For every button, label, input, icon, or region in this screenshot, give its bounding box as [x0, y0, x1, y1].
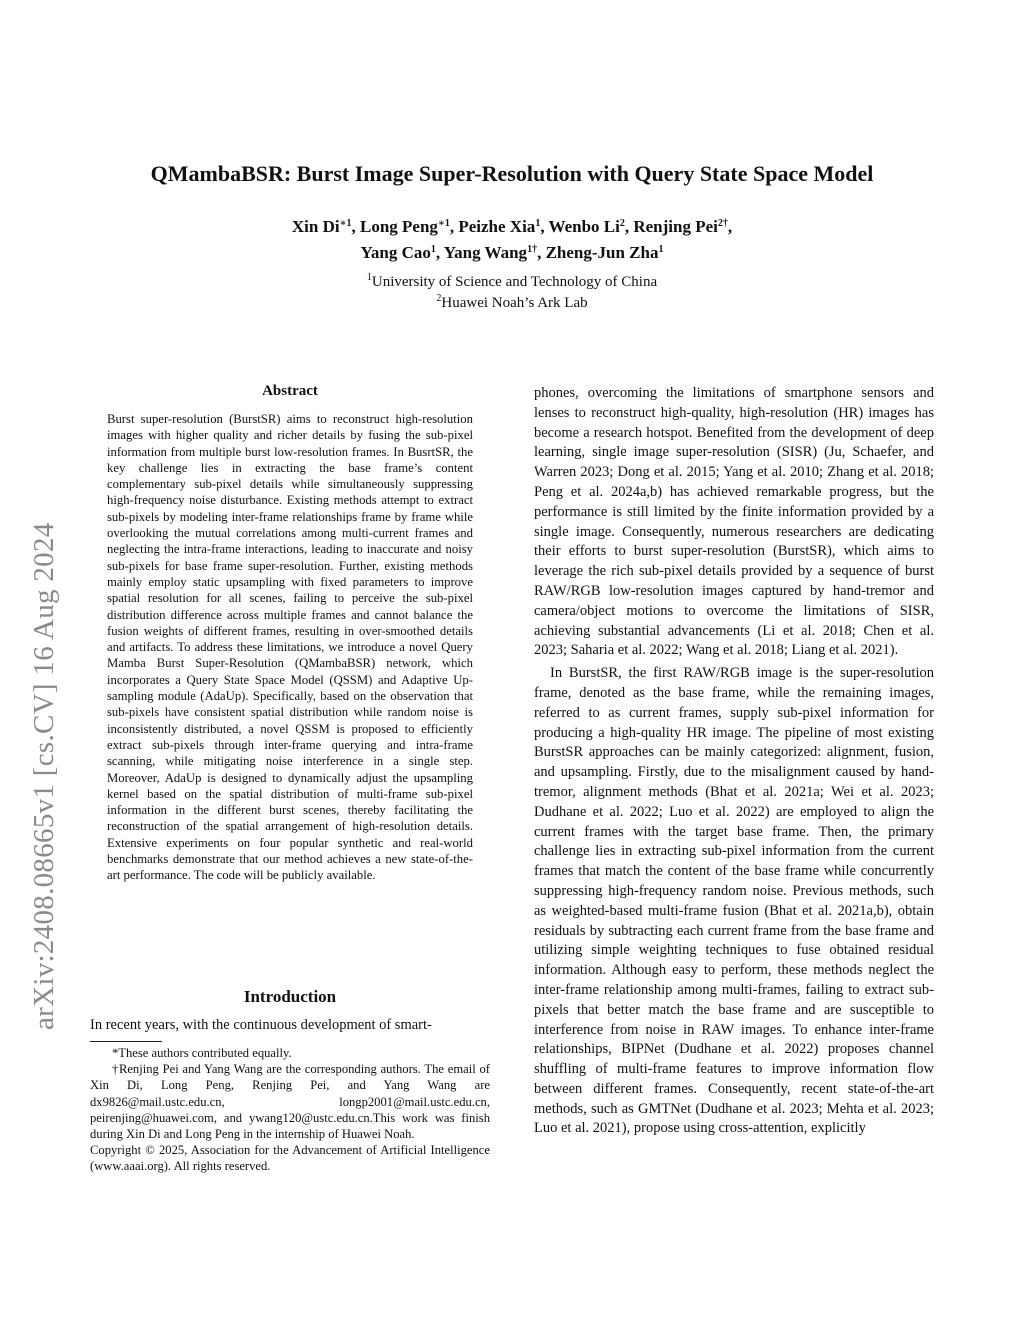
right-column	[534, 384, 934, 1139]
author-name: Yang Cao	[360, 243, 431, 262]
affiliation	[200, 293, 824, 314]
author-mark: 1	[658, 244, 664, 255]
paper-title: QMambaBSR: Burst Image Super-Resolution with Query State Space Model	[150, 161, 874, 186]
affiliation-name: Huawei Noah’s Ark Lab	[441, 295, 588, 311]
introduction-first-line: In recent years, with the continuous development of smart-	[90, 1017, 432, 1033]
author-name: Yang Wang	[443, 243, 528, 262]
abstract-heading: Abstract	[262, 383, 318, 399]
author-mark: 1†	[527, 244, 538, 255]
copyright-notice: Copyright © 2025, Association for the Advancement of Artificial Intelligence (www.aaai.org). All rights reserved.	[90, 1143, 490, 1174]
introduction-paragraph-1: phones, overcoming the limitations of smartphone sensors and lenses to reconstruct high-quality, high-resolution (HR) images has become a research hotspot. Benefited from the development of deep learning, single image super-resolution (SISR) (Ju, Schaefer, and Warren 2023; Dong et al. 2015; Yang et al. 2010; Zhang et al. 2018; Peng et al. 2024a,b) has achieved remarkable progress, but the performance is still limited by the finite information provided by a single image. Consequently, numerous researchers are dedicating their efforts to burst super-resolution (BurstSR), which aims to leverage the rich sub-pixel details provided by a sequence of burst RAW/RGB low-resolution images captured by hand-tremor and camera/object motions to overcome the limitations of SISR, achieving substantial advancements (Li et al. 2018; Chen et al. 2023; Saharia et al. 2022; Wang et al. 2018; Liang et al. 2021).	[534, 385, 934, 659]
author-mark: ∗1	[339, 218, 352, 229]
affiliations	[200, 272, 824, 314]
footnote-divider	[90, 1041, 162, 1042]
author-name: Long Peng	[360, 217, 438, 236]
author-name: Peizhe Xia	[458, 217, 536, 236]
author-list: Xin $Di^{∗1}$, Long Peng$^{∗1}$, Peizhe Xia$^1$, Wenbo Li$^2$, Renjing Pei$^{2\dagger}$, Yang Cao$^1$, Yang Wang$^{1\dagger}$, Zheng-Jun Zha$^1$	[291, 217, 733, 262]
author-name: Zheng-Jun Zha	[545, 243, 659, 262]
introduction-heading: Introduction	[243, 987, 337, 1006]
affiliation	[200, 272, 824, 293]
introduction-paragraph-2: In BurstSR, the first RAW/RGB image is the super-resolution frame, denoted as the base frame, while the remaining images, referred to as current frames, supply sub-pixel information for producing a high-quality HR image. The pipeline of most existing BurstSR approaches can be mainly categorized: alignment, fusion, and upsampling. Firstly, due to the misalignment caused by hand-tremor, alignment methods (Bhat et al. 2021a; Wei et al. 2023; Dudhane et al. 2022; Luo et al. 2022) are employed to align the current frames with the target base frame. Then, the primary challenge lies in extracting sub-pixel information from the current frames that match the content of the base frame while concurrently suppressing high-frequency random noise. Previous methods, such as weighted-based multi-frame fusion (Bhat et al. 2021a,b), obtain residuals by subtracting each current frame from the base frame and utilizing simple weighting techniques to fuse obtained residual information. Although easy to perform, these methods neglect the inter-frame relationship among multi-frames, failing to extract sub-pixels that better match the base frame and are susceptible to interference from noise in RAW images. To enhance inter-frame relationships, BIPNet (Dudhane et al. 2022) proposes channel shuffling of multi-frame features to improve information flow between different frames. Consequently, recent state-of-the-art methods, such as GMTNet (Dudhane et al. 2023; Mehta et al. 2023; Luo et al. 2021), propose using cross-attention, explicitly	[534, 665, 934, 1137]
footnote-equal-contribution: *These authors contributed equally.	[112, 1046, 292, 1060]
footnote-corresponding-authors: †Renjing Pei and Yang Wang are the corresponding authors. The email of Xin Di, Long Peng, Renjing Pei, and Yang Wang are dx9826@mail.ustc.edu.cn, longp2001@mail.ustc.edu.cn, peirenjing@huawei.com, and ywang120@ustc.edu.cn.This work was finish during Xin Di and Long Peng in the internship of Huawei Noah.	[90, 1062, 490, 1142]
abstract-text: Burst super-resolution (BurstSR) aims to reconstruct high-resolution images with higher quality and richer details by fusing the sub-pixel information from multiple burst low-resolution frames. In BusrtSR, the key challenge lies in extracting the base frame’s content complementary sub-pixel details while simultaneously suppressing high-frequency noise disturbance. Existing methods attempt to extract sub-pixels by modeling inter-frame relationships frame by frame while overlooking the mutual correlations among multi-current frames and neglecting the intra-frame interactions, leading to inaccurate and noisy sub-pixels for base frame super-resolution. Further, existing methods mainly employ static upsampling with fixed parameters to improve spatial resolution for all scenes, failing to perceive the sub-pixel distribution difference across multiple frames and cannot balance the fusion weights of different frames, resulting in over-smoothed details and artifacts. To address these limitations, we introduce a novel Query Mamba Burst Super-Resolution (QMambaBSR) network, which incorporates a Query State Space Model (QSSM) and Adaptive Up-sampling module (AdaUp). Specifically, based on the observation that sub-pixels have consistent spatial distribution while random noise is inconsistently distributed, a novel QSSM is proposed to efficiently extract sub-pixels through inter-frame querying and intra-frame scanning, while mitigating noise interference in a single step. Moreover, AdaUp is designed to dynamically adjust the upsampling kernel based on the spatial distribution of multi-frame sub-pixel information in the different burst scenes, thereby facilitating the reconstruction of the spatial arrangement of high-resolution details. Extensive experiments on four popular synthetic and real-world benchmarks demonstrate that our method achieves a new state-of-the-art performance. The code will be publicly available.	[107, 412, 473, 883]
arxiv-identifier: arXiv:2408.08665v1 [cs.CV] 16 Aug 2024	[28, 522, 60, 1030]
affiliation-mark: 2	[436, 293, 442, 304]
author-name: Wenbo Li	[548, 217, 620, 236]
affiliation-name: University of Science and Technology of China	[371, 274, 658, 290]
author-name: Xin Di	[291, 217, 340, 236]
author-mark: 1	[430, 244, 436, 255]
author-mark: 2†	[717, 218, 728, 229]
author-mark: 2	[619, 218, 625, 229]
author-mark: ∗1	[437, 218, 450, 229]
author-mark: 1	[535, 218, 541, 229]
footnotes	[90, 1045, 490, 1175]
affiliation-mark: 1	[366, 272, 372, 283]
author-name: Renjing Pei	[633, 217, 718, 236]
